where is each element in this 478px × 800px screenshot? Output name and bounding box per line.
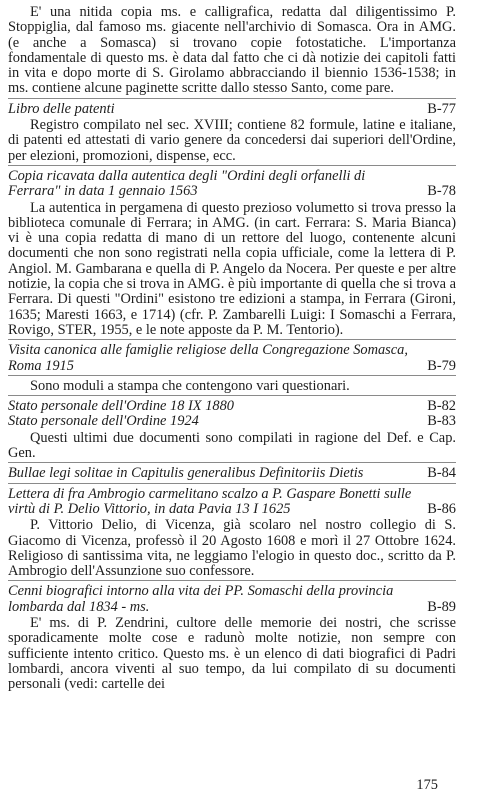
entry-b77 xyxy=(8,102,456,117)
entry-title: Bullae legi solitae in Capitulis generalibus Definitoriis Dietis xyxy=(8,465,364,482)
entry-title: Lettera di fra Ambrogio carmelitano scalzo a P. Gaspare Bonetti sulle virtù di P. Delio Vittorio, in data Pavia 13 I 1625 xyxy=(8,485,412,517)
entry-title: Stato personale dell'Ordine 1924 xyxy=(8,413,199,430)
entry-code: B-84 xyxy=(427,465,456,482)
separator-line xyxy=(8,483,456,484)
separator-line xyxy=(8,165,456,166)
entry-b89 xyxy=(8,584,456,615)
entry-code: B-83 xyxy=(427,413,456,430)
entry-b86 xyxy=(8,487,456,518)
paragraph-b77: Registro compilato nel sec. XVIII; contiene 82 formule, latine e italiane, di patenti ed attestati di vario genere da concedersi dai superiori dell'Ordine, per elezioni, promozioni, dispense, ecc. xyxy=(8,117,456,164)
separator-line xyxy=(8,395,456,396)
entry-code: B-78 xyxy=(427,183,456,200)
paragraph-b83: Questi ultimi due documenti sono compilati in ragione del Def. e Cap. Gen. xyxy=(8,429,456,462)
separator-line xyxy=(8,580,456,581)
entry-title: Visita canonica alle famiglie religiose della Congregazione Somasca, Roma 1915 xyxy=(8,342,408,374)
entry-b83 xyxy=(8,414,456,429)
paragraph-intro: E' una nitida copia ms. e calligrafica, redatta dal diligentissimo P. Stoppiglia, dal famoso ms. giacente nell'archivio di Somasca. Ora in AMG. (e anche a Somasca) si trovano copie fotostatiche. L'importanza fondamentale di questo ms. è data dal fatto che ci dà notizie dei capitoli fatti in vita e dopo morte di S. Girolamo abbracciando il biennio 1536-1538; in ms. contiene alcune paginette scritte dallo stesso Santo, come pare. xyxy=(8,4,456,97)
entry-b78 xyxy=(8,169,456,200)
entry-title: Stato personale dell'Ordine 18 IX 1880 xyxy=(8,398,234,415)
paragraph-b86: P. Vittorio Delio, di Vicenza, già scolaro nel nostro collegio di S. Giacomo di Vicenza, professò il 20 Agosto 1608 e morì il 27 Ottobre 1624. Religioso di santissima vita, ne leggiamo l'elogio in questo doc., scritto da P. Ambrogio dell'Assunzione suo confessore. xyxy=(8,517,456,580)
entry-code: B-89 xyxy=(427,598,456,615)
separator-line xyxy=(8,98,456,99)
entry-title: Cenni biografici intorno alla vita dei PP. Somaschi della provincia lombarda dal 1834 - ms. xyxy=(8,583,394,615)
separator-line xyxy=(8,375,456,376)
paragraph-b89: E' ms. di P. Zendrini, cultore delle memorie dei nostri, che scrisse sporadicamente molte cose e radunò molte notizie, non sempre con sufficiente intento critico. Questo ms. è un elenco di dati biografici di Padri lombardi, ancora viventi al suo tempo, da lui compilato di su documenti personali (vedi: cartelle dei xyxy=(8,614,456,693)
entry-code: B-86 xyxy=(427,500,456,517)
paragraph-b79: Sono moduli a stampa che contengono vari questionari. xyxy=(30,377,350,394)
page-number: 175 xyxy=(416,777,438,793)
separator-line xyxy=(8,462,456,463)
separator-line xyxy=(8,339,456,340)
entry-b84 xyxy=(8,466,456,481)
entry-code: B-77 xyxy=(427,100,456,117)
entry-b82 xyxy=(8,399,456,414)
entry-title: Libro delle patenti xyxy=(8,100,115,117)
paragraph-b78: La autentica in pergamena di questo prezioso volumetto si trova presso la biblioteca comunale di Ferrara; in AMG. (in cart. Ferrara: S. Maria Bianca) vi è una copia redatta di mano di un rettore del luogo, contenente alcuni documenti che non sono registrati nella copia ufficiale, come la lettera di P. Angiol. M. Gambarana e quella di P. Angelo da Nocera. Per queste e per altre notizie, la copia che si trova in AMG. è più importante di quella che si trova a Ferrara. Di questi "Ordini" esistono tre edizioni a stampa, in Ferrara (Gironi, 1635; Maresti 1663, e 1714) (cfr. P. Zambarelli Luigi: I Somaschi a Ferrara, Rovigo, STER, 1955, e le note apposte da P. M. Tentorio). xyxy=(8,199,456,338)
entry-b79 xyxy=(8,343,456,374)
entry-title: Copia ricavata dalla autentica degli "Ordini degli orfanelli di Ferrara" in data 1 gennaio 1563 xyxy=(8,167,366,200)
entry-code: B-82 xyxy=(427,398,456,415)
entry-code: B-79 xyxy=(427,357,456,374)
